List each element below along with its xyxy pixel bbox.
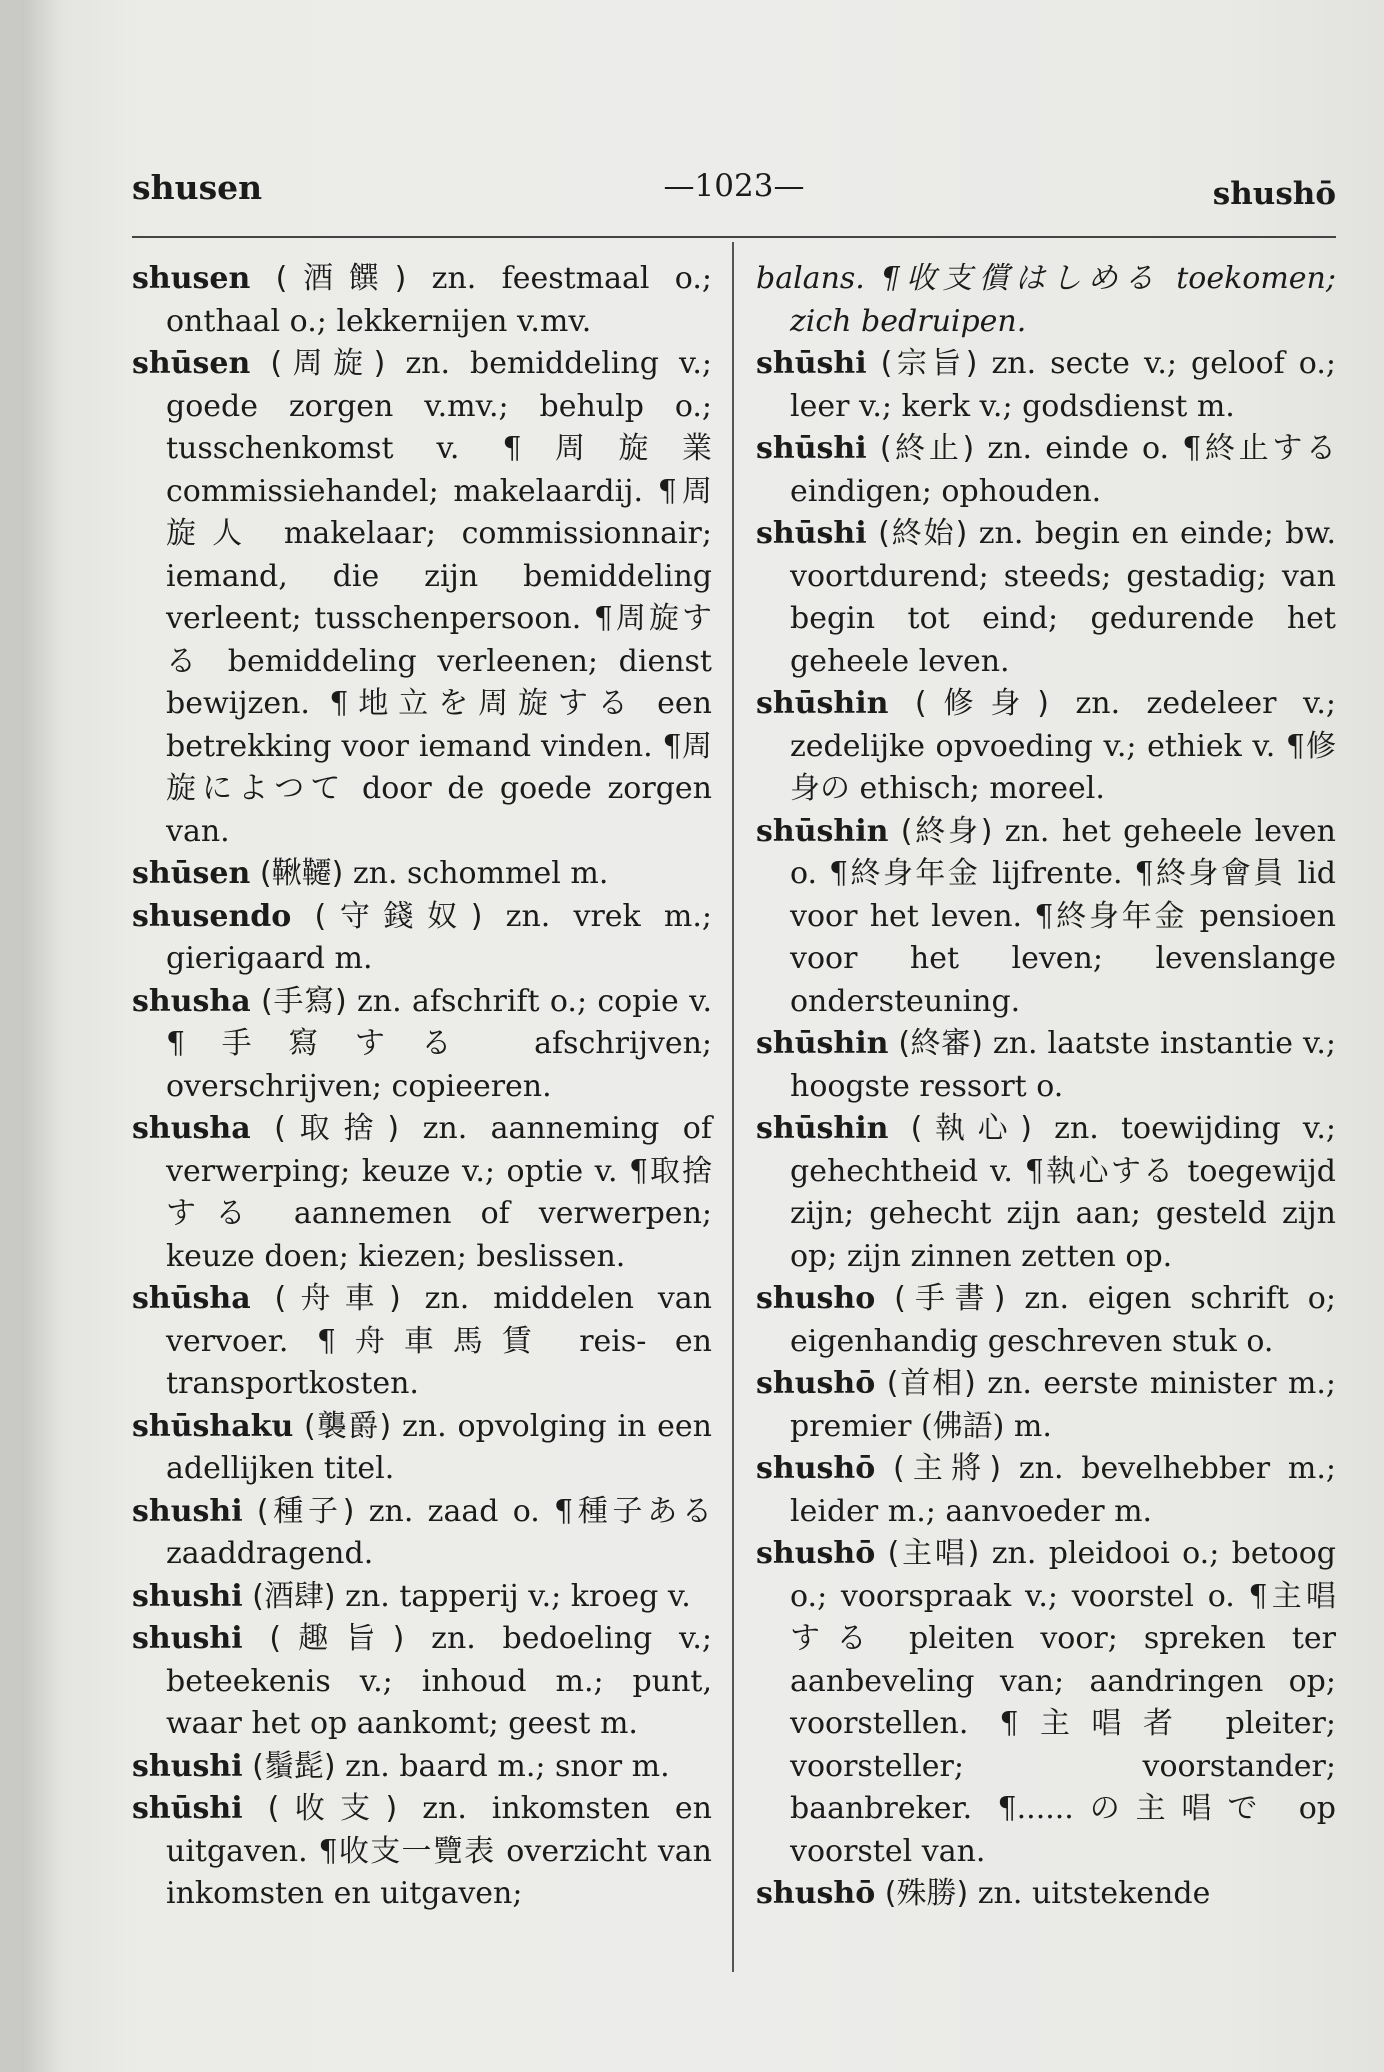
headword: shusho: [756, 1281, 876, 1316]
kanji: (種子): [256, 1493, 355, 1529]
kanji: (鬚髭): [252, 1748, 336, 1784]
definition: zn. bemiddeling v.; goede zorgen v.mv.; behulp o.; tusschenkomst v. ¶周旋業 commissiehandel; makelaardij. ¶周旋人 makelaar; commissionnair; iemand, die zijn bemiddeling verleent; tusschenpersoon. ¶周旋する bemiddeling verleenen; dienst bewijzen. ¶地立を周旋する een betrekking voor iemand vinden. ¶周旋によつて door de goede zorgen van.: [166, 346, 712, 849]
kanji: (修身): [914, 686, 1049, 721]
dictionary-entry: [132, 981, 712, 1109]
right-column: [756, 258, 1336, 1916]
definition: zn. pleidooi o.; betoog o.; voorspraak v.; voorstel o. ¶主唱する pleiten voor; spreken ter aanbeveling van; aandringen op; voorstellen. ¶主唱者 pleiter; voorsteller; voorstander; baanbreker. ¶......の主唱で op voorstel van.: [790, 1536, 1336, 1869]
kanji: (終始): [878, 516, 968, 551]
headword: shūshin: [756, 1111, 889, 1146]
headword: shūshi: [756, 346, 867, 381]
definition: zn. tapperij v.; kroeg v.: [345, 1578, 691, 1614]
dictionary-entry: [756, 683, 1336, 811]
dictionary-entry: [132, 896, 712, 981]
definition: zn. aanneming of verwerping; keuze v.; optie v. ¶取捨する aannemen of verwerpen; keuze doen; kiezen; beslissen.: [166, 1111, 712, 1274]
right-guide-word: shushō: [1212, 176, 1336, 212]
headword: shūshaku: [132, 1408, 294, 1444]
dictionary-entry: [756, 513, 1336, 683]
kanji: (守錢奴): [314, 898, 483, 934]
kanji: (趣旨): [269, 1621, 405, 1656]
definition: zn. feestmaal o.; onthaal o.; lekkernijen v.mv.: [166, 261, 712, 339]
headword: shushō: [756, 1366, 876, 1401]
kanji: (周旋): [270, 346, 386, 381]
page-header: [132, 168, 1336, 228]
dictionary-entry: [756, 1873, 1336, 1916]
kanji: (手書): [894, 1281, 1006, 1316]
dictionary-entry: [132, 343, 712, 853]
kanji: (終身): [900, 813, 993, 849]
kanji: (酒肆): [252, 1578, 336, 1614]
headword: shūsen: [132, 346, 251, 381]
headword: shusendo: [132, 898, 292, 934]
kanji: (終止): [879, 431, 975, 466]
headword: shūsen: [132, 856, 251, 891]
definition: zn. baard m.; snor m.: [345, 1748, 670, 1784]
dictionary-entry: [132, 1491, 712, 1576]
dictionary-entry: [132, 1576, 712, 1619]
kanji: (殊勝): [884, 1876, 969, 1911]
kanji: (主唱): [887, 1536, 980, 1571]
dictionary-entry: [756, 343, 1336, 428]
kanji: (取捨): [274, 1111, 400, 1146]
headword: shūshin: [756, 813, 889, 849]
definition: zn. het geheele leven o. ¶終身年金 lijfrente. ¶終身會員 lid voor het leven. ¶終身年金 pensioen voor het leven; levenslange ondersteuning.: [790, 813, 1336, 1019]
kanji: (鞦韆): [259, 856, 344, 891]
dictionary-entry: [132, 1278, 712, 1406]
definition: zn. bedoeling v.; beteekenis v.; inhoud m.; punt, waar het op aankomt; geest m.: [166, 1621, 712, 1741]
definition: zn. zedeleer v.; zedelijke opvoeding v.; ethiek v. ¶修身の ethisch; moreel.: [790, 686, 1336, 806]
headword: shushi: [132, 1493, 243, 1529]
dictionary-entry: [756, 1023, 1336, 1108]
definition: zn. afschrift o.; copie v. ¶手寫する afschrijven; overschrijven; copieeren.: [166, 983, 712, 1104]
kanji: (主將): [893, 1451, 1002, 1486]
definition: zn. schommel m.: [352, 856, 609, 891]
definition: zn. toewijding v.; gehechtheid v. ¶執心する toegewijd zijn; gehecht zijn aan; gesteld zijn op; zijn zinnen zetten op.: [790, 1111, 1336, 1274]
headword: shushō: [756, 1876, 876, 1911]
definition: zn. secte v.; geloof o.; leer v.; kerk v.; godsdienst m.: [790, 346, 1336, 424]
dictionary-entry: [756, 258, 1336, 343]
headword: shusen: [132, 261, 251, 296]
definition: zn. opvolging in een adellijken titel.: [166, 1408, 712, 1486]
kanji: (舟車): [274, 1281, 401, 1316]
dictionary-entry: [756, 1363, 1336, 1448]
headword: shusha: [132, 1111, 251, 1146]
headword: shūshi: [756, 516, 867, 551]
headword: shūshin: [756, 1026, 889, 1061]
definition: zn. eigen schrift o; eigenhandig geschreven stuk o.: [790, 1281, 1336, 1359]
dictionary-entry: [756, 428, 1336, 513]
page-number: —1023—: [663, 168, 805, 204]
kanji: (收支): [267, 1791, 398, 1826]
definition: zn. begin en einde; bw. voortdurend; steeds; gestadig; van begin tot eind; gedurende het geheele leven.: [790, 516, 1336, 679]
dictionary-entry: [756, 1448, 1336, 1533]
dictionary-entry: [756, 1278, 1336, 1363]
dictionary-page: [22, 0, 1384, 2072]
headword: shushi: [132, 1621, 243, 1656]
dictionary-entry: [756, 811, 1336, 1024]
headword: shūshin: [756, 686, 889, 721]
kanji: (執心): [910, 1111, 1032, 1146]
column-divider: [732, 242, 734, 1972]
headword: shusha: [132, 983, 251, 1019]
headword: shūshi: [132, 1791, 243, 1826]
definition: zn. zaad o. ¶種子ある zaaddragend.: [166, 1493, 712, 1571]
headword: shūshi: [756, 431, 867, 466]
headword: shushi: [132, 1578, 243, 1614]
dictionary-entry: [132, 1746, 712, 1789]
definition: zn. vrek m.; gierigaard m.: [166, 898, 712, 976]
dictionary-entry: [132, 853, 712, 896]
kanji: (宗旨): [880, 346, 978, 381]
kanji: (襲爵): [304, 1408, 392, 1444]
kanji: (酒饌): [275, 261, 407, 296]
left-column: [132, 258, 712, 1916]
definition: zn. bevelhebber m.; leider m.; aanvoeder m.: [790, 1451, 1336, 1529]
kanji: (首相): [886, 1366, 976, 1401]
definition: zn. eerste minister m.; premier (佛語) m.: [790, 1366, 1336, 1444]
headword: shushō: [756, 1451, 876, 1486]
headword: shushō: [756, 1536, 876, 1571]
kanji: (手寫): [260, 983, 347, 1019]
dictionary-entry: [132, 1618, 712, 1746]
headword: shūsha: [132, 1281, 251, 1316]
dictionary-entry: [132, 258, 712, 343]
definition: zn. uitstekende: [977, 1876, 1211, 1911]
dictionary-entry: [132, 1788, 712, 1916]
dictionary-entry: [132, 1108, 712, 1278]
header-rule: [132, 236, 1336, 238]
kanji: (終審): [898, 1026, 983, 1061]
dictionary-entry: [756, 1108, 1336, 1278]
definition: balans. ¶收支償はしめる toekomen; zich bedruipen.: [756, 261, 1336, 339]
definition: zn. laatste instantie v.; hoogste ressort o.: [790, 1026, 1336, 1104]
dictionary-entry: [756, 1533, 1336, 1873]
definition: zn. middelen van vervoer. ¶舟車馬賃 reis- en transportkosten.: [166, 1281, 712, 1401]
left-guide-word: shusen: [132, 168, 263, 207]
headword: shushi: [132, 1748, 243, 1784]
definition: zn. inkomsten en uitgaven. ¶收支一覽表 overzicht van inkomsten en uitgaven;: [166, 1791, 712, 1911]
dictionary-entry: [132, 1406, 712, 1491]
definition: zn. einde o. ¶終止する eindigen; ophouden.: [790, 431, 1336, 509]
